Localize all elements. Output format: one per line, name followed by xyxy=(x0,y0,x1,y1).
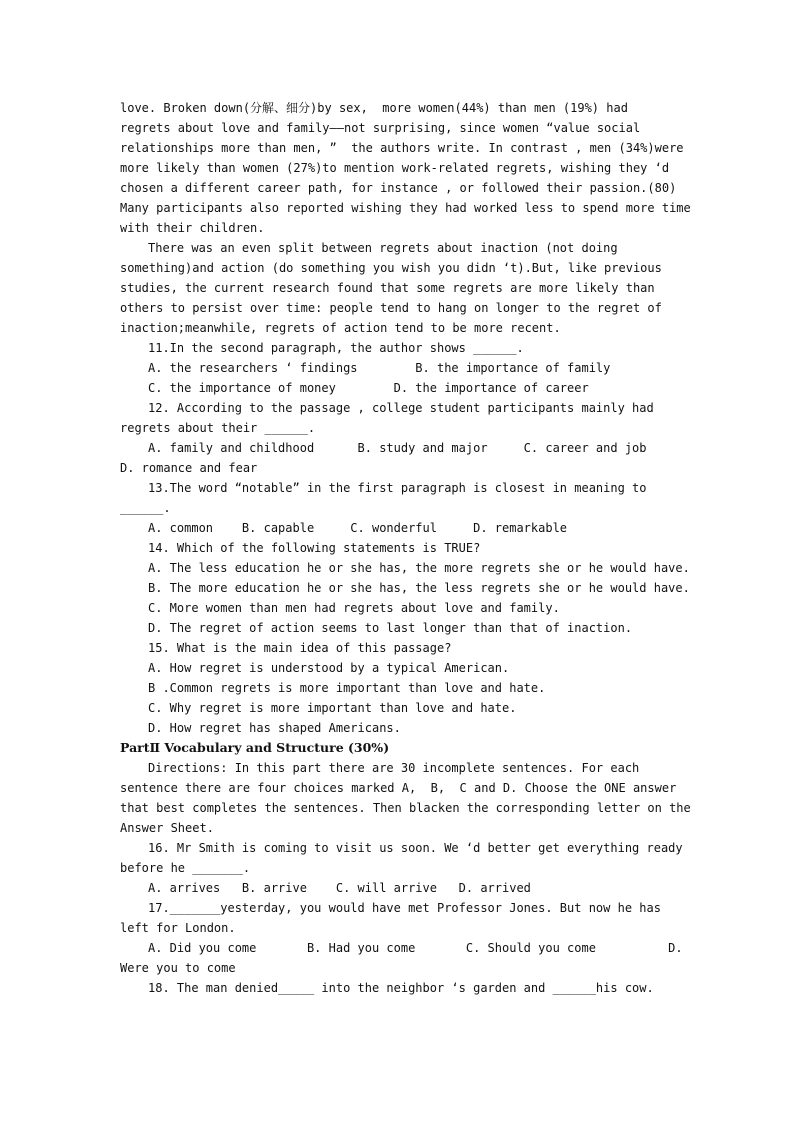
directions-line: Answer Sheet. xyxy=(120,821,214,835)
question-11-options: C. the importance of money D. the importance of career xyxy=(148,381,589,395)
passage-line: something)and action (do something you wish you didn ‘t).But, like previous xyxy=(120,261,662,275)
passage-line: inaction;meanwhile, regrets of action tend to be more recent. xyxy=(120,321,561,335)
question-15-option-d: D. How regret has shaped Americans. xyxy=(148,721,401,735)
directions-line: Directions: In this part there are 30 incomplete sentences. For each xyxy=(148,761,640,775)
section-heading: PartⅡ Vocabulary and Structure (30%) xyxy=(120,740,390,755)
question-14-option-c: C. More women than men had regrets about love and family. xyxy=(148,601,560,615)
question-13: ______. xyxy=(120,501,171,515)
passage-line: with their children. xyxy=(120,221,265,235)
question-13: 13.The word “notable” in the first paragraph is closest in meaning to xyxy=(148,481,647,495)
question-14-option-b: B. The more education he or she has, the less regrets she or he would have. xyxy=(148,581,690,595)
question-14-option-d: D. The regret of action seems to last longer than that of inaction. xyxy=(148,621,633,635)
question-11-options: A. the researchers ‘ findings B. the importance of family xyxy=(148,361,611,375)
question-18: 18. The man denied_____ into the neighbor ‘s garden and ______his cow. xyxy=(148,981,654,995)
question-17-options: A. Did you come B. Had you come C. Should you come D. xyxy=(148,941,683,955)
question-13-options: A. common B. capable C. wonderful D. remarkable xyxy=(148,521,568,535)
passage-line: love. Broken down(分解、细分)by sex, more women(44%) than men (19%) had xyxy=(120,101,628,115)
question-12: regrets about their ______. xyxy=(120,421,316,435)
question-15: 15. What is the main idea of this passage? xyxy=(148,641,452,655)
question-17-options: Were you to come xyxy=(120,961,236,975)
question-15-option-b: B .Common regrets is more important than love and hate. xyxy=(148,681,546,695)
question-12-options: D. romance and fear xyxy=(120,461,258,475)
question-15-option-a: A. How regret is understood by a typical American. xyxy=(148,661,510,675)
question-12-options: A. family and childhood B. study and major C. career and job xyxy=(148,441,647,455)
question-16-options: A. arrives B. arrive C. will arrive D. arrived xyxy=(148,881,531,895)
passage-line: regrets about love and family——not surprising, since women “value social xyxy=(120,121,641,135)
passage-line: chosen a different career path, for instance , or followed their passion.(80) xyxy=(120,181,677,195)
question-17: 17._______yesterday, you would have met Professor Jones. But now he has xyxy=(148,901,661,915)
passage-line: studies, the current research found that some regrets are more likely than xyxy=(120,281,655,295)
directions-line: sentence there are four choices marked A, B, C and D. Choose the ONE answer xyxy=(120,781,677,795)
question-14-option-a: A. The less education he or she has, the more regrets she or he would have. xyxy=(148,561,690,575)
question-14: 14. Which of the following statements is TRUE? xyxy=(148,541,481,555)
question-12: 12. According to the passage , college student participants mainly had xyxy=(148,401,654,415)
question-17: left for London. xyxy=(120,921,236,935)
passage-line: others to persist over time: people tend to hang on longer to the regret of xyxy=(120,301,662,315)
passage-line: Many participants also reported wishing they had worked less to spend more time xyxy=(120,201,691,215)
passage-line: There was an even split between regrets about inaction (not doing xyxy=(148,241,618,255)
question-16: 16. Mr Smith is coming to visit us soon. We ‘d better get everything ready xyxy=(148,841,683,855)
passage-line: more likely than women (27%)to mention work-related regrets, wishing they ‘d xyxy=(120,161,670,175)
question-16: before he _______. xyxy=(120,861,251,875)
question-15-option-c: C. Why regret is more important than love and hate. xyxy=(148,701,517,715)
directions-line: that best completes the sentences. Then blacken the corresponding letter on the xyxy=(120,801,691,815)
passage-line: relationships more than men, ” the authors write. In contrast , men (34%)were xyxy=(120,141,684,155)
question-11: 11.In the second paragraph, the author shows ______. xyxy=(148,341,524,355)
